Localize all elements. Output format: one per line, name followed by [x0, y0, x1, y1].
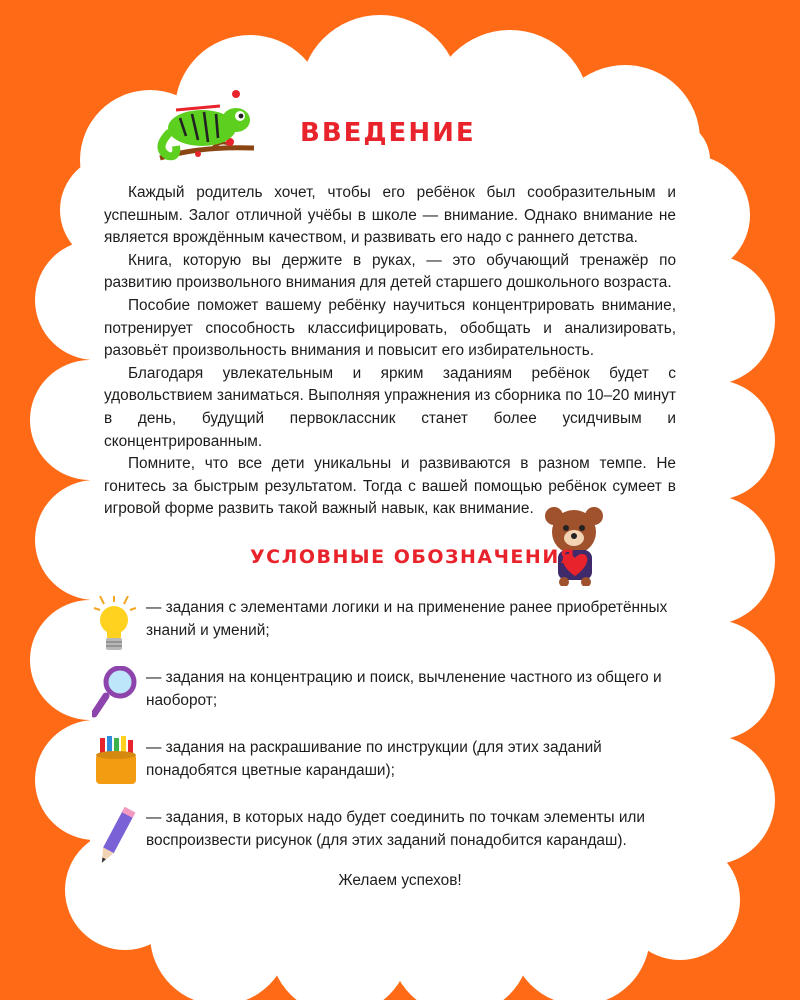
legend-item — [92, 666, 692, 726]
pencil-cup-icon — [92, 736, 138, 786]
intro-paragraph: Благодаря увлекательным и ярким заданиям ребёнок будет с удовольствием заниматься. Выполняя упражнения из сборника по 10–20 минут в день, будущий первоклассник станет более усидчивым и сконцентрированным. — [104, 364, 676, 450]
legend-text: — задания на раскрашивание по инструкции (для этих заданий понадобятся цветные карандаши); — [146, 739, 602, 779]
page-title: ВВЕДЕНИЕ — [300, 118, 476, 148]
lightbulb-icon — [92, 596, 138, 656]
chameleon-icon — [150, 88, 262, 170]
closing-text: Желаем успехов! — [338, 872, 462, 889]
intro-text — [104, 182, 676, 521]
legend-item — [92, 596, 692, 656]
legend-text: — задания на концентрацию и поиск, вычленение частного из общего и наоборот; — [146, 669, 662, 709]
intro-paragraph: Помните, что все дети уникальны и развиваются в разном темпе. Не гонитесь за быстрым результатом. Тогда с вашей помощью ребёнок сумеет в игровой форме развить такой важный навык, как внимание. — [104, 455, 676, 518]
intro-paragraph: Каждый родитель хочет, чтобы его ребёнок был сообразительным и успешным. Залог отличной учёбы в школе — внимание. Однако внимание не является врождённым качеством, и развивать его надо с раннего детства. — [104, 184, 676, 247]
intro-paragraph: Книга, которую вы держите в руках, — это обучающий тренажёр по развитию произвольного внимания для детей старшего дошкольного возраста. — [104, 251, 676, 292]
legend-item — [92, 806, 692, 866]
intro-paragraph: Пособие поможет вашему ребёнку научиться концентрировать внимание, потренирует способность классифицировать, обобщать и анализировать, разовьёт произвольность внимания и повысит его избирательность. — [104, 296, 676, 360]
pencil-icon — [92, 806, 138, 870]
legend-item — [92, 736, 692, 796]
legend-title: УСЛОВНЫЕ ОБОЗНАЧЕНИЯ — [250, 546, 576, 568]
legend-text: — задания, в которых надо будет соединить по точкам элементы или воспроизвести рисунок (для этих заданий понадобится карандаш). — [146, 809, 645, 849]
magnifier-icon — [92, 666, 138, 718]
legend-text: — задания с элементами логики и на применение ранее приобретённых знаний и умений; — [146, 599, 668, 639]
